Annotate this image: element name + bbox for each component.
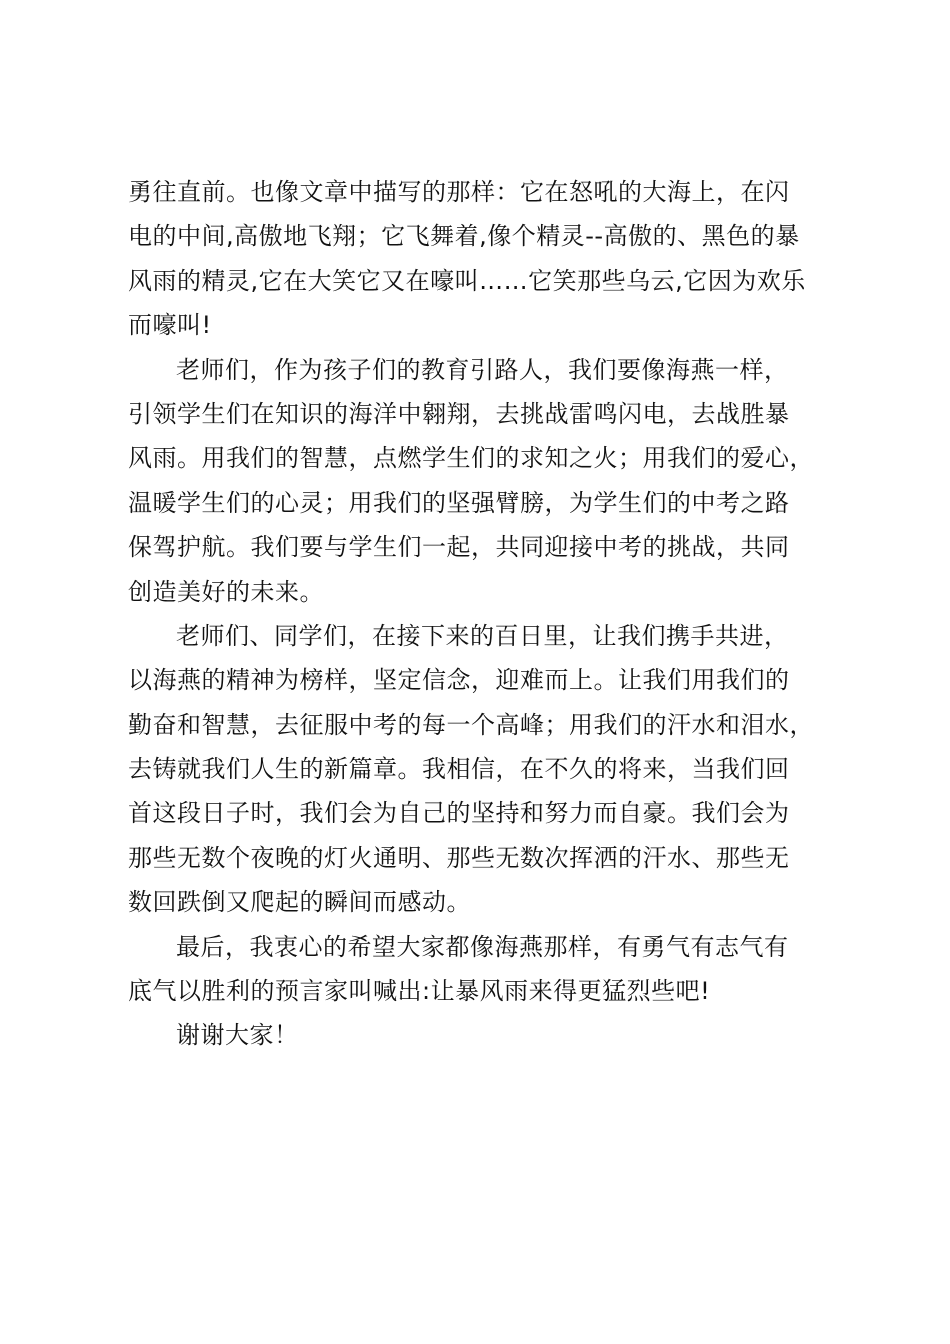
- text-line: 底气以胜利的预言家叫喊出:让暴风雨来得更猛烈些吧!: [128, 977, 711, 1006]
- text-line: 而嚎叫!: [128, 311, 212, 340]
- text-line: 创造美好的未来。: [128, 577, 324, 606]
- text-line: 以海燕的精神为榜样，坚定信念，迎难而上。让我们用我们的: [128, 666, 790, 695]
- text-line: 去铸就我们人生的新篇章。我相信，在不久的将来，当我们回: [128, 755, 790, 784]
- body-text: [128, 170, 848, 1058]
- text-line: 温暖学生们的心灵；用我们的坚强臂膀，为学生们的中考之路: [128, 488, 790, 517]
- text-line: 勇往直前。也像文章中描写的那样：它在怒吼的大海上，在闪: [128, 178, 790, 206]
- paragraph-start-line: 老师们，作为孩子们的教育引路人，我们要像海燕一样，: [176, 355, 789, 384]
- text-line: 首这段日子时，我们会为自己的坚持和努力而自豪。我们会为: [128, 799, 790, 828]
- paragraph-start-line: 最后，我衷心的希望大家都像海燕那样，有勇气有志气有: [176, 932, 789, 961]
- text-line: 风雨。用我们的智慧，点燃学生们的求知之火；用我们的爱心，: [128, 444, 814, 473]
- text-line: 风雨的精灵,它在大笑它又在嚎叫……它笑那些乌云,它因为欢乐: [128, 266, 806, 295]
- text-line: 数回跌倒又爬起的瞬间而感动。: [128, 888, 471, 917]
- text-line: 电的中间,高傲地飞翔；它飞舞着,像个精灵--高傲的、黑色的暴: [128, 222, 800, 251]
- text-line: 那些无数个夜晚的灯火通明、那些无数次挥洒的汗水、那些无: [128, 843, 790, 872]
- text-line: 保驾护航。我们要与学生们一起，共同迎接中考的挑战，共同: [128, 533, 790, 562]
- text-line: 勤奋和智慧，去征服中考的每一个高峰；用我们的汗水和泪水，: [128, 710, 814, 739]
- paragraph-start-line: 老师们、同学们，在接下来的百日里，让我们携手共进，: [176, 621, 789, 650]
- text-line: 引领学生们在知识的海洋中翱翔，去挑战雷鸣闪电，去战胜暴: [128, 399, 790, 428]
- closing-line: 谢谢大家！: [176, 1021, 299, 1050]
